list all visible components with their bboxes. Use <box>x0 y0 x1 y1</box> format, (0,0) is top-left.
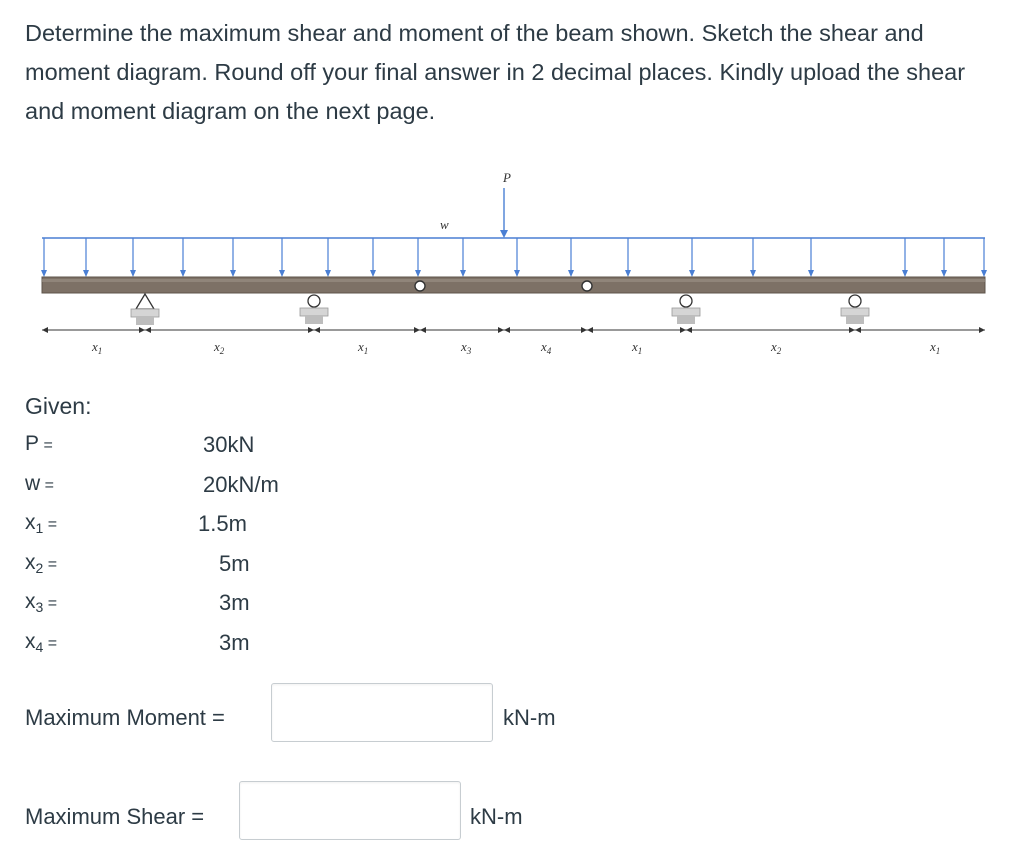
dimension-label: $x_2$ <box>771 339 782 356</box>
dimension-arrowhead <box>498 327 504 333</box>
given-value: 20kN/m <box>203 472 279 497</box>
dimension-label: $x_3$ <box>461 339 472 356</box>
dimension-arrowhead <box>308 327 314 333</box>
udl-arrowhead <box>279 270 285 277</box>
given-value: 30kN <box>203 432 255 457</box>
max-moment-unit: kN-m <box>503 705 556 730</box>
udl-arrowhead <box>514 270 520 277</box>
dimension-label: $x_1$ <box>92 339 103 356</box>
udl-arrowhead <box>325 270 331 277</box>
given-variable-label: $x_2$ = <box>25 551 58 576</box>
dimension-label: $x_4$ <box>541 339 552 356</box>
max-shear-unit: kN-m <box>470 804 523 829</box>
max-moment-label: Maximum Moment = <box>25 705 225 730</box>
udl-arrowhead <box>689 270 695 277</box>
udl-arrowhead <box>370 270 376 277</box>
max-shear-input[interactable] <box>239 781 461 840</box>
given-variable-label: P = <box>25 432 53 455</box>
udl-arrowhead <box>568 270 574 277</box>
dimension-label: $x_1$ <box>358 339 369 356</box>
dimension-label: $x_2$ <box>214 339 225 356</box>
given-title: Given: <box>25 393 92 419</box>
dimension-label: $x_1$ <box>632 339 643 356</box>
dimension-arrowhead <box>979 327 985 333</box>
pin-support <box>131 294 159 325</box>
dimension-arrowhead <box>42 327 48 333</box>
given-variable-label: w = <box>25 472 54 495</box>
udl-arrowhead <box>460 270 466 277</box>
udl-arrowhead <box>941 270 947 277</box>
given-value: 3m <box>219 630 250 655</box>
max-shear-label: Maximum Shear = <box>25 804 205 829</box>
dimension-arrowhead <box>314 327 320 333</box>
udl-arrowhead <box>415 270 421 277</box>
given-variable-label: $x_4$ = <box>25 630 58 655</box>
roller-support-1 <box>300 295 328 324</box>
dimension-arrowhead <box>587 327 593 333</box>
roller-support-3 <box>841 295 869 324</box>
dimension-arrowhead <box>420 327 426 333</box>
dimension-arrowhead <box>686 327 692 333</box>
load-P-label: P <box>503 170 511 185</box>
udl-arrowhead <box>808 270 814 277</box>
given-value: 5m <box>219 551 250 576</box>
udl-arrowhead <box>41 270 47 277</box>
udl-arrowhead <box>750 270 756 277</box>
dimension-arrowhead <box>855 327 861 333</box>
question-text: Determine the maximum shear and moment of the beam shown. Sketch the shear and moment diagram. Round off your final answer in 2 decimal places. Kindly upload the shear and moment diagram on the next page. <box>25 20 966 124</box>
given-value: 3m <box>219 590 250 615</box>
dimension-arrowhead <box>504 327 510 333</box>
given-value: 1.5m <box>198 511 247 536</box>
udl-arrowhead <box>180 270 186 277</box>
udl-arrowhead <box>981 270 987 277</box>
distributed-load <box>41 238 987 277</box>
udl-arrowhead <box>625 270 631 277</box>
beam-diagram <box>0 160 1017 360</box>
udl-arrowhead <box>130 270 136 277</box>
dimension-arrowhead <box>139 327 145 333</box>
dimension-line <box>42 327 985 356</box>
point-load-arrowhead <box>500 230 508 238</box>
given-variable-label: $x_3$ = <box>25 590 58 615</box>
dimension-arrowhead <box>414 327 420 333</box>
hinge-1 <box>415 281 425 291</box>
roller-support-2 <box>672 295 700 324</box>
dimension-arrowhead <box>581 327 587 333</box>
load-w-label: w <box>440 217 449 232</box>
hinge-2 <box>582 281 592 291</box>
udl-arrowhead <box>902 270 908 277</box>
given-variable-label: $x_1$ = <box>25 511 58 536</box>
udl-arrowhead <box>230 270 236 277</box>
dimension-arrowhead <box>680 327 686 333</box>
dimension-arrowhead <box>849 327 855 333</box>
max-moment-input[interactable] <box>271 683 493 742</box>
dimension-arrowhead <box>145 327 151 333</box>
udl-arrowhead <box>83 270 89 277</box>
dimension-label: $x_1$ <box>930 339 941 356</box>
